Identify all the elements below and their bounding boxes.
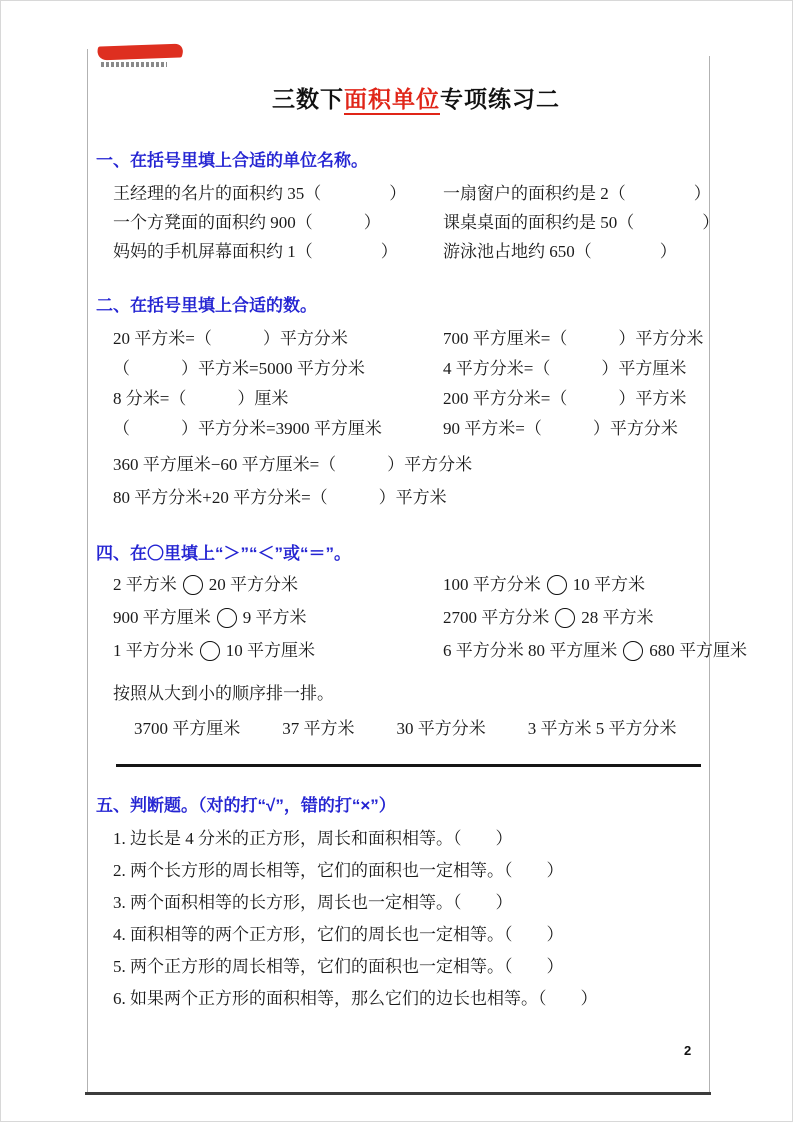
comparison-item bbox=[443, 605, 736, 630]
comparison-operand: 2700 平方分米 bbox=[443, 608, 550, 627]
comparison-row bbox=[113, 605, 736, 630]
comparison-operand: 9 平方米 bbox=[242, 608, 307, 627]
section1-heading: 一、在括号里填上合适的单位名称。 bbox=[96, 151, 368, 170]
title-suffix: 专项练习二 bbox=[440, 86, 560, 112]
comparison-operand: 1 平方分米 bbox=[113, 641, 194, 660]
section5-heading: 五、判断题。（对的打“√”，错的打“×”） bbox=[96, 796, 396, 815]
fill-number-item: （ ）平方米=5000 平方分米 bbox=[113, 359, 365, 378]
fill-unit-item: 一个方凳面的面积约 900（ ） bbox=[113, 213, 381, 232]
judge-item: 4. 面积相等的两个正方形，它们的周长也一定相等。（ ） bbox=[113, 925, 564, 944]
comparison-circle bbox=[623, 641, 643, 661]
fill-unit-item: 一扇窗户的面积约是 2（ ） bbox=[443, 184, 711, 203]
fill-unit-item: 王经理的名片的面积约 35（ ） bbox=[113, 184, 407, 203]
sort-item: 30 平方分米 bbox=[396, 719, 486, 738]
judge-item: 2. 两个长方形的周长相等，它们的面积也一定相等。（ ） bbox=[113, 861, 564, 880]
scan-edge-bottom bbox=[85, 1092, 711, 1095]
comparison-circle bbox=[547, 575, 567, 595]
worksheet-title bbox=[96, 81, 736, 114]
fill-number-item: （ ）平方分米=3900 平方厘米 bbox=[113, 419, 382, 438]
section4-body bbox=[96, 572, 747, 740]
comparison-operand: 100 平方分米 bbox=[443, 575, 541, 594]
worksheet-content bbox=[96, 1, 747, 1010]
scan-edge-left bbox=[87, 49, 88, 1094]
fill-number-row bbox=[113, 328, 736, 350]
judge-item: 6. 如果两个正方形的面积相等，那么它们的边长也相等。（ ） bbox=[113, 989, 598, 1008]
fill-unit-row bbox=[113, 183, 736, 205]
section2-heading: 二、在括号里填上合适的数。 bbox=[96, 296, 317, 315]
comparison-item bbox=[443, 638, 747, 663]
comparison-circle bbox=[183, 575, 203, 595]
comparison-operand: 900 平方厘米 bbox=[113, 608, 211, 627]
comparison-item bbox=[443, 572, 736, 597]
section2-body bbox=[96, 328, 736, 509]
judge-item: 5. 两个正方形的周长相等，它们的面积也一定相等。（ ） bbox=[113, 957, 564, 976]
page-number: 2 bbox=[684, 1043, 692, 1058]
sort-items-row bbox=[134, 718, 736, 740]
fill-unit-item: 妈妈的手机屏幕面积约 1（ ） bbox=[113, 242, 398, 261]
fill-number-item: 4 平方分米=（ ）平方厘米 bbox=[443, 359, 687, 378]
comparison-circle bbox=[555, 608, 575, 628]
fill-number-row bbox=[113, 358, 736, 380]
sort-instruction: 按照从大到小的顺序排一排。 bbox=[113, 684, 334, 703]
fill-number-item: 700 平方厘米=（ ）平方分米 bbox=[443, 329, 704, 348]
fill-unit-row bbox=[113, 241, 736, 263]
comparison-operand: 10 平方米 bbox=[572, 575, 645, 594]
sort-item: 3700 平方厘米 bbox=[134, 719, 241, 738]
comparison-circle bbox=[217, 608, 237, 628]
fill-number-row bbox=[113, 388, 736, 410]
fill-number-item: 360 平方厘米−60 平方厘米=（ ）平方分米 bbox=[113, 455, 473, 474]
title-highlight: 面积单位 bbox=[344, 86, 440, 115]
fill-number-item: 80 平方分米+20 平方分米=（ ）平方米 bbox=[113, 488, 447, 507]
section-divider-line bbox=[116, 764, 701, 767]
comparison-operand: 6 平方分米 80 平方厘米 bbox=[443, 641, 618, 660]
section1-body bbox=[96, 183, 736, 263]
fill-unit-item: 游泳池占地约 650（ ） bbox=[443, 242, 677, 261]
comparison-row bbox=[113, 572, 736, 597]
comparison-operand: 20 平方分米 bbox=[208, 575, 298, 594]
section4-heading: 四、在〇里填上“＞”“＜”或“＝”。 bbox=[96, 544, 351, 563]
comparison-row bbox=[113, 638, 747, 663]
comparison-circle bbox=[200, 641, 220, 661]
title-prefix: 三数下 bbox=[272, 86, 344, 112]
fill-number-item: 20 平方米=（ ）平方分米 bbox=[113, 329, 348, 348]
fill-number-item: 200 平方分米=（ ）平方米 bbox=[443, 389, 687, 408]
comparison-item bbox=[113, 638, 443, 663]
judge-item: 3. 两个面积相等的长方形，周长也一定相等。（ ） bbox=[113, 893, 513, 912]
sort-item: 3 平方米 5 平方分米 bbox=[527, 719, 677, 738]
comparison-item bbox=[113, 572, 443, 597]
fill-number-item: 8 分米=（ ）厘米 bbox=[113, 389, 289, 408]
comparison-operand: 28 平方米 bbox=[581, 608, 654, 627]
fill-unit-item: 课桌桌面的面积约是 50（ ） bbox=[443, 213, 720, 232]
fill-unit-row bbox=[113, 212, 736, 234]
comparison-item bbox=[113, 605, 443, 630]
sort-item: 37 平方米 bbox=[282, 719, 355, 738]
comparison-operand: 10 平方厘米 bbox=[225, 641, 315, 660]
comparison-operand: 2 平方米 bbox=[113, 575, 177, 594]
section5-body bbox=[96, 828, 736, 1010]
fill-number-item: 90 平方米=（ ）平方分米 bbox=[443, 419, 678, 438]
fill-number-row bbox=[113, 418, 736, 440]
comparison-operand: 680 平方厘米 bbox=[649, 641, 747, 660]
judge-item: 1. 边长是 4 分米的正方形，周长和面积相等。（ ） bbox=[113, 829, 513, 848]
